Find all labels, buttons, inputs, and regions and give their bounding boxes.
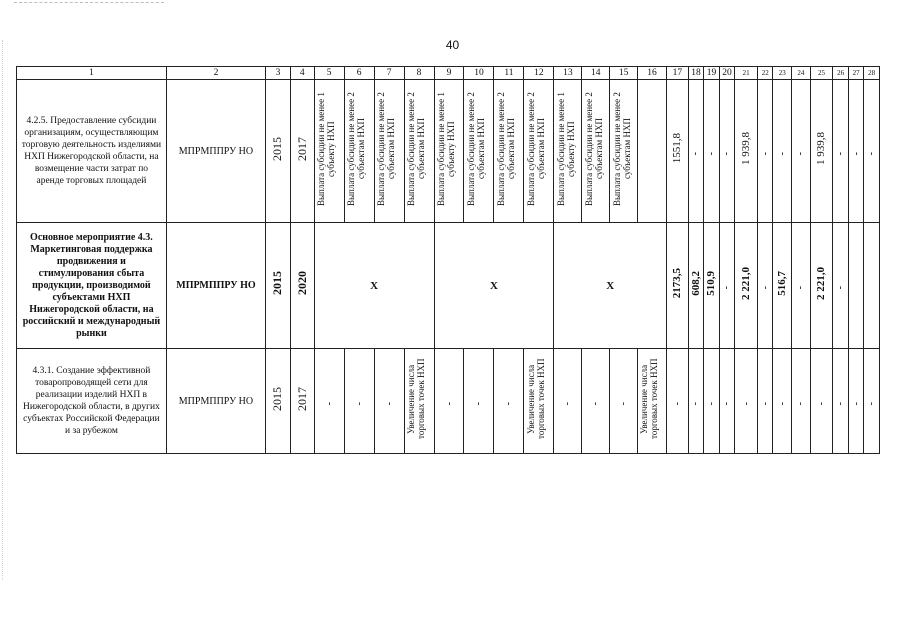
indicator-cell: -	[562, 401, 574, 405]
value-cell: -	[776, 151, 788, 155]
indicator-cell: -	[590, 401, 602, 405]
indicator-cell: Выплата субсидии не менее 1 субъекту НХП	[436, 91, 456, 206]
value-cell: -	[835, 401, 847, 405]
header-cell: 11	[494, 67, 524, 80]
value-cell: -	[835, 286, 847, 290]
value-cell: -	[866, 401, 878, 405]
x-mark: X	[434, 223, 554, 349]
year-start: 2015	[270, 271, 285, 295]
table-row	[17, 223, 880, 349]
header-cell: 18	[688, 67, 704, 80]
value-cell: -	[705, 401, 717, 405]
value-cell: 1551,8	[671, 133, 684, 164]
indicator-cell: Выплата субсидии не менее 2 субъектам НХП	[583, 91, 604, 206]
header-cell: 24	[792, 67, 811, 80]
indicator-cell: -	[618, 401, 630, 405]
value-cell: -	[721, 151, 733, 155]
value-cell: 1 939,8	[740, 132, 753, 165]
year-start: 2015	[270, 386, 285, 411]
value-cell: -	[690, 151, 702, 155]
x-mark: X	[314, 223, 434, 349]
header-cell: 6	[344, 67, 374, 80]
value-cell: -	[759, 401, 771, 405]
binding-edge	[2, 40, 4, 580]
indicator-cell: Выплата субсидии не менее 1 субъекту НХП	[316, 91, 337, 206]
header-cell: 2	[166, 67, 265, 80]
indicator-cell: Выплата субсидии не менее 2 субъектам НХП	[346, 91, 367, 206]
header-cell: 27	[848, 67, 864, 80]
value-cell: -	[721, 401, 733, 405]
header-cell: 19	[704, 67, 720, 80]
header-cell: 14	[582, 67, 610, 80]
value-cell: -	[815, 401, 827, 405]
page-number: 40	[445, 38, 460, 52]
header-cell: 17	[667, 67, 689, 80]
program-table	[16, 66, 880, 454]
header-cell: 25	[810, 67, 833, 80]
header-cell: 28	[864, 67, 880, 80]
header-cell: 13	[554, 67, 582, 80]
value-cell: -	[759, 151, 771, 155]
scan-artifact	[14, 2, 164, 4]
header-cell: 3	[266, 67, 291, 80]
indicator-cell: -	[503, 401, 515, 405]
indicator-cell: -	[473, 401, 485, 405]
header-cell: 12	[524, 67, 554, 80]
indicator-cell: Увеличение числа торговых точек НХП	[639, 358, 660, 439]
header-cell: 1	[17, 67, 167, 80]
indicator-cell: Выплата субсидии не менее 2 субъектам НХП	[495, 91, 516, 206]
measure-name: 4.3.1. Создание эффективной товаропроводящей сети для реализации изделий НХП в Нижегородской области, в других субъектах Российской Федерации и за рубежом	[17, 349, 167, 454]
value-cell: 1 939,8	[815, 132, 828, 165]
year-end: 2017	[294, 136, 309, 161]
year-start: 2015	[270, 136, 285, 161]
table-row	[17, 80, 880, 223]
header-row	[17, 67, 880, 80]
header-cell: 8	[404, 67, 434, 80]
executor: МПРМППРУ НО	[166, 349, 265, 454]
value-cell: -	[776, 401, 788, 405]
executor: МПРМППРУ НО	[166, 80, 265, 223]
header-cell: 4	[290, 67, 314, 80]
year-end: 2017	[294, 386, 309, 411]
table-row	[17, 349, 880, 454]
indicator-cell: -	[443, 401, 455, 405]
value-cell: -	[690, 401, 702, 405]
value-cell: -	[759, 286, 771, 290]
value-cell: -	[850, 401, 862, 405]
value-cell: -	[721, 286, 733, 290]
indicator-cell: Выплата субсидии не менее 2 субъектам НХП	[525, 91, 546, 206]
header-cell: 26	[833, 67, 849, 80]
value-cell: 516,7	[776, 270, 789, 296]
executor: МПРМППРУ НО	[166, 223, 265, 349]
header-cell: 15	[610, 67, 638, 80]
year-end: 2020	[294, 271, 309, 295]
header-cell: 22	[757, 67, 773, 80]
indicator-cell: -	[353, 401, 365, 405]
value-cell: -	[795, 401, 807, 405]
empty-cell	[848, 223, 864, 349]
x-mark: X	[554, 223, 667, 349]
value-cell: -	[671, 401, 683, 405]
header-cell: 5	[314, 67, 344, 80]
value-cell: 2173,5	[671, 267, 684, 299]
empty-cell	[638, 80, 667, 223]
header-cell: 16	[638, 67, 667, 80]
value-cell: 2 221,0	[815, 266, 828, 300]
value-cell: -	[795, 286, 807, 290]
header-cell: 10	[464, 67, 494, 80]
value-cell: -	[866, 151, 878, 155]
value-cell: -	[795, 151, 807, 155]
indicator-cell: -	[323, 401, 335, 405]
value-cell: 608,2	[689, 270, 702, 296]
indicator-cell: Выплата субсидии не менее 2 субъектам НХП	[465, 91, 486, 206]
indicator-cell: -	[383, 401, 395, 405]
header-cell: 7	[374, 67, 404, 80]
header-cell: 23	[773, 67, 792, 80]
indicator-cell: Выплата субсидии не менее 1 субъекту НХП	[555, 91, 576, 206]
measure-name: Основное мероприятие 4.3. Маркетинговая поддержка продвижения и стимулирования сбыта продукции, производимой субъектами НХП Нижегородской области, на российский и международный рынки	[17, 223, 167, 349]
value-cell: 510,9	[705, 270, 718, 296]
measure-name: 4.2.5. Предоставление субсидии организациям, осуществляющим торговую деятельность изделиями НХП Нижегородской области, на возмещение части затрат по аренде торговых площадей	[17, 80, 167, 223]
value-cell: 2 221,0	[740, 266, 753, 300]
indicator-cell: Увеличение числа торговых точек НХП	[525, 358, 546, 439]
header-cell: 21	[735, 67, 758, 80]
header-cell: 9	[434, 67, 464, 80]
value-cell: -	[740, 401, 752, 405]
value-cell: -	[705, 151, 717, 155]
empty-cell	[864, 223, 880, 349]
indicator-cell: Выплата субсидии не менее 2 субъектам НХП	[376, 91, 397, 206]
indicator-cell: Выплата субсидии не менее 2 субъектам НХП	[406, 91, 427, 206]
value-cell: -	[850, 151, 862, 155]
indicator-cell: Выплата субсидии не менее 2 субъектам НХП	[611, 91, 632, 206]
value-cell: -	[835, 151, 847, 155]
indicator-cell: Увеличение числа торговых точек НХП	[406, 358, 427, 439]
header-cell: 20	[719, 67, 735, 80]
